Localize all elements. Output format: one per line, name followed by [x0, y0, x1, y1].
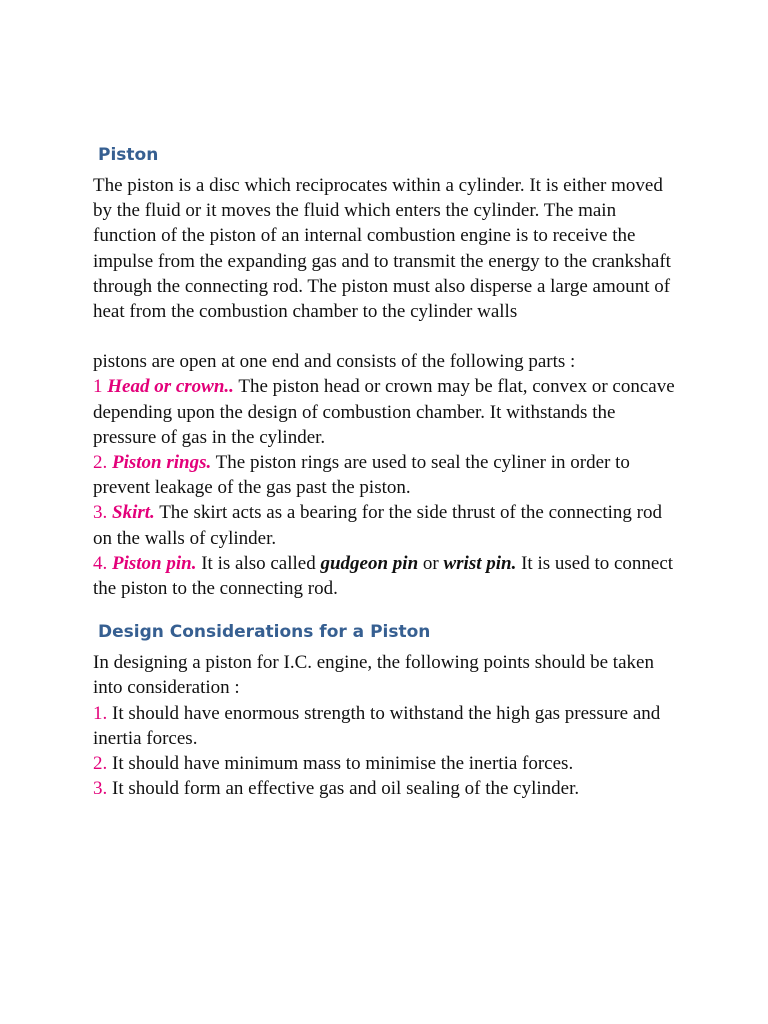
section-heading-piston: Piston [98, 145, 159, 165]
part-term: Piston rings. [112, 452, 212, 474]
point-text: It should have enormous strength to withstand the high gas pressure and inertia forces. [93, 702, 661, 749]
design-intro-paragraph: In designing a piston for I.C. engine, the following points should be taken into consideration : [93, 652, 654, 699]
part-term: Skirt. [112, 502, 155, 524]
design-point [93, 701, 683, 751]
document-page [93, 143, 683, 801]
part-description-join: or [418, 552, 444, 574]
point-number: 1. [93, 702, 108, 724]
part-description: It is also called [196, 552, 321, 574]
part-item-rings [93, 450, 683, 500]
part-description: The skirt acts as a bearing for the side thrust of the connecting rod on the walls of cylinder. [93, 502, 663, 549]
part-description: The piston rings are used to seal the cyliner in order to prevent leakage of the gas past the piston. [93, 452, 630, 499]
part-number: 1 [93, 376, 103, 398]
point-number: 2. [93, 753, 108, 775]
point-text: It should have minimum mass to minimise the inertia forces. [107, 753, 574, 775]
part-description-end: It is used to connect the piston to the connecting rod. [93, 552, 674, 600]
part-item-head [93, 374, 683, 450]
piston-intro-paragraph: The piston is a disc which reciprocates within a cylinder. It is either moved by the fluid or it moves the fluid which enters the cylinder. The main function of the piston of an internal combustion engine is to receive the impulse from the expanding gas and to transmit the energy to the crankshaft through the connecting rod. The piston must also disperse a large amount of heat from the combustion chamber to the cylinder walls [93, 175, 671, 323]
part-description: The piston head or crown may be flat, convex or concave depending upon the design of combustion chamber. It withstands the pressure of gas in the cylinder. [93, 376, 675, 448]
part-item-pin [93, 551, 683, 601]
paragraph-gap [93, 324, 683, 349]
part-number: 2. [93, 452, 108, 474]
part-item-skirt [93, 500, 683, 550]
section-heading-design-considerations: Design Considerations for a Piston [98, 622, 431, 643]
part-number: 4. [93, 552, 108, 574]
parts-intro-paragraph: pistons are open at one end and consists of the following parts : [93, 351, 576, 373]
design-point [93, 751, 683, 776]
part-alias-gudgeon: gudgeon pin [320, 552, 419, 574]
point-text: It should form an effective gas and oil sealing of the cylinder. [107, 778, 580, 800]
part-number: 3. [93, 502, 108, 524]
part-term: Piston pin. [112, 552, 197, 574]
point-number: 3. [93, 778, 108, 800]
part-alias-wrist: wrist pin. [443, 552, 517, 574]
part-term: Head or crown.. [107, 376, 234, 398]
design-point [93, 776, 683, 801]
